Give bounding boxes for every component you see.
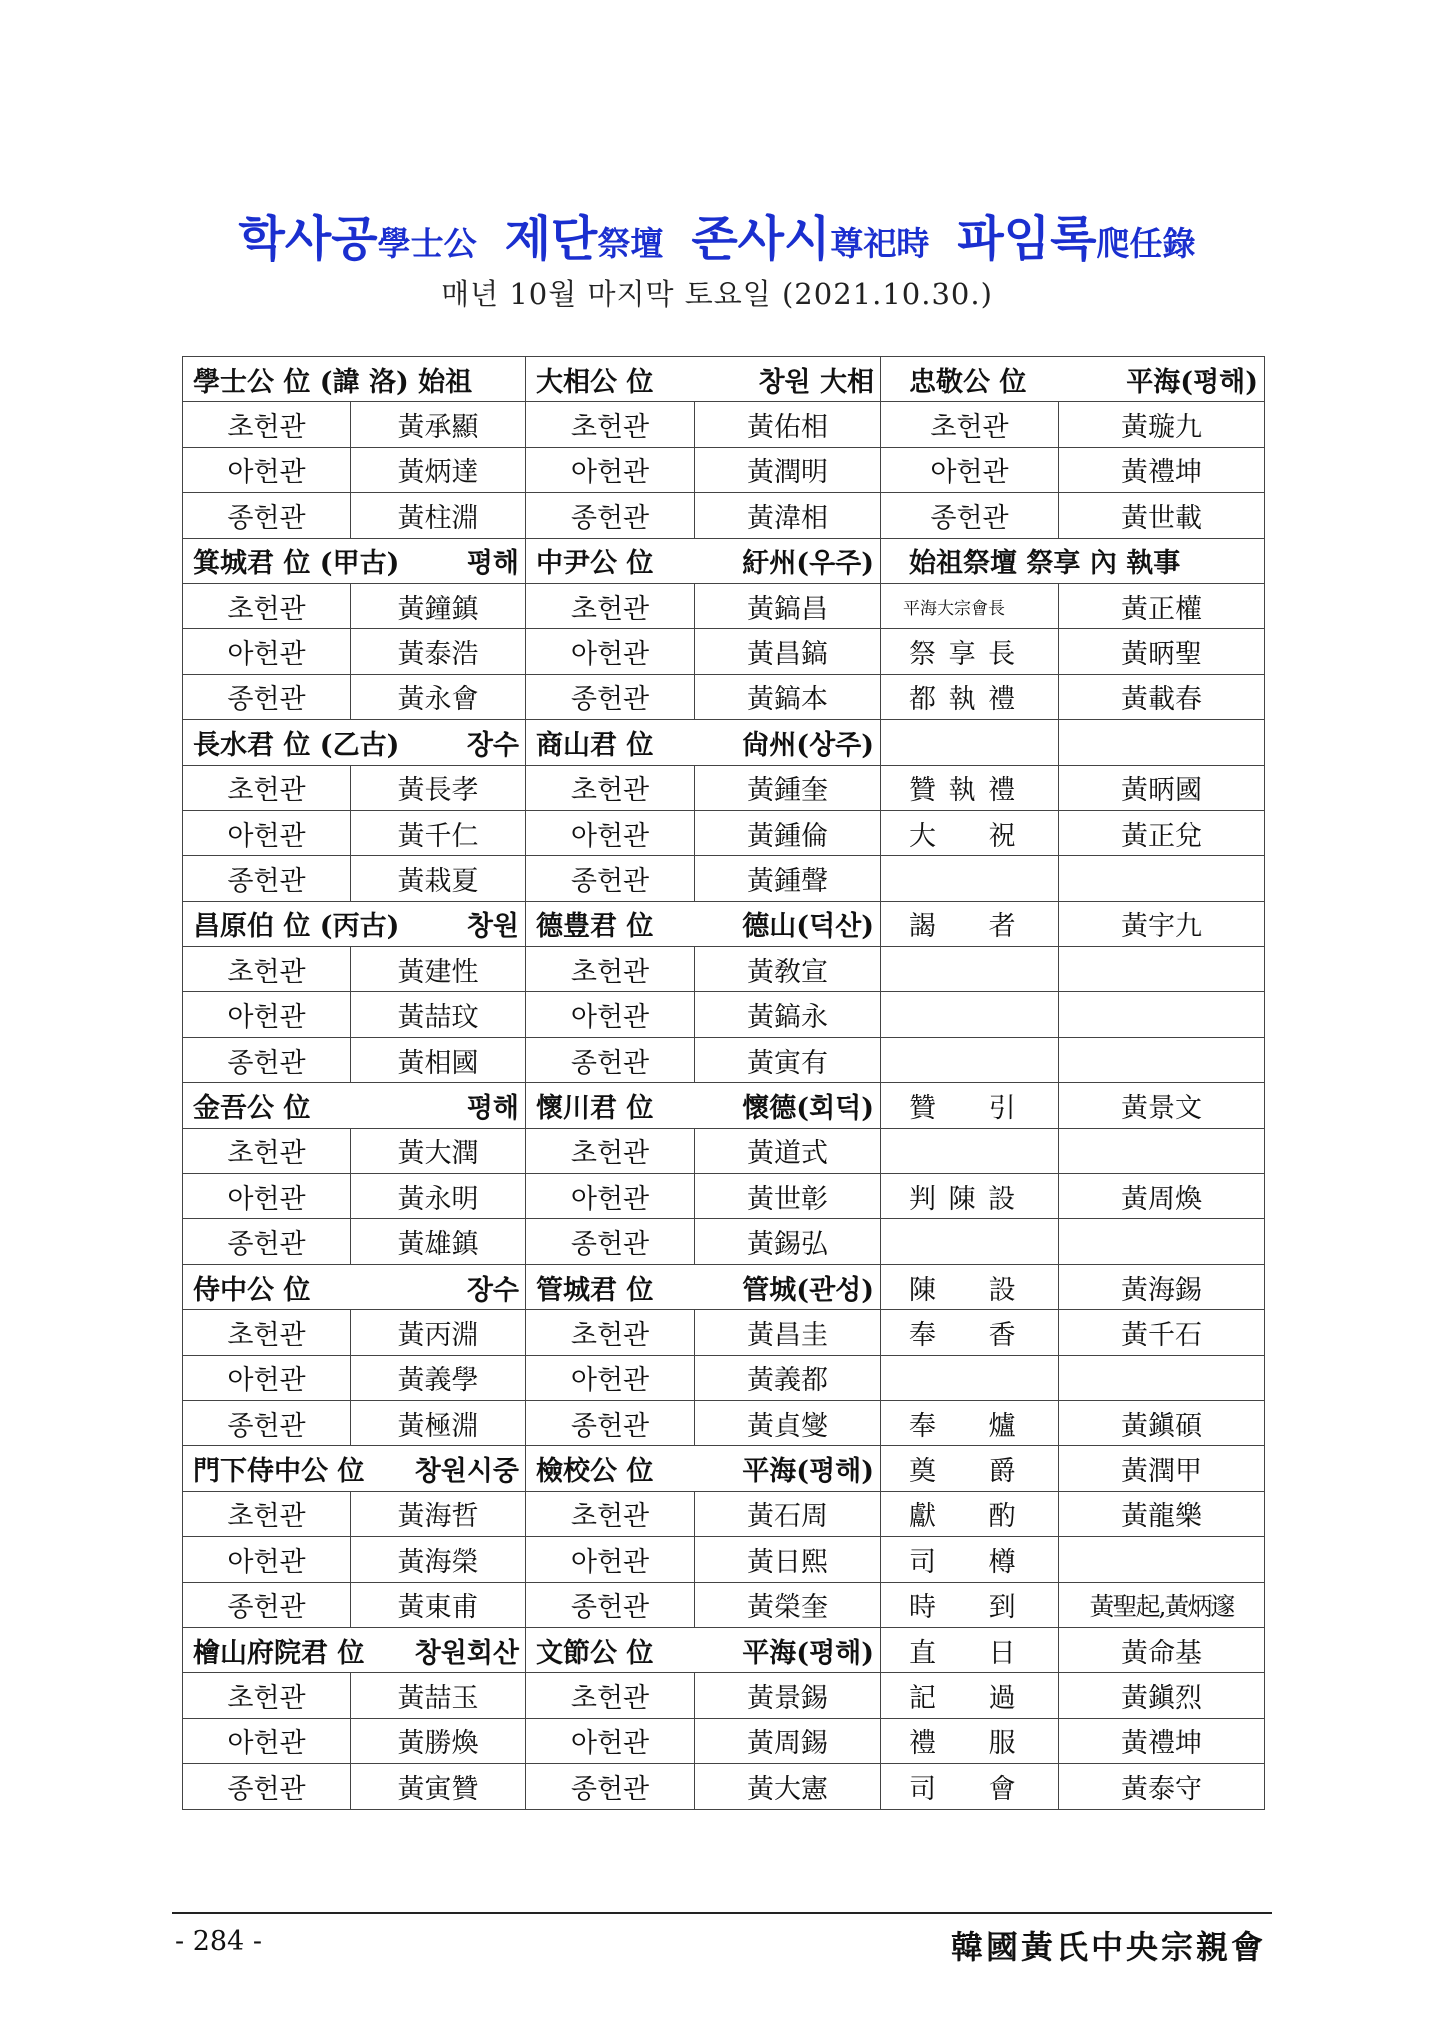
name-cell: 黃潤明 <box>695 447 881 492</box>
role-cell: 종헌관 <box>183 856 351 901</box>
name-cell: 黃永明 <box>351 1174 526 1219</box>
role-cell: 초헌관 <box>526 947 695 992</box>
section-header-row <box>183 1264 1265 1309</box>
table-row <box>183 947 1265 992</box>
empty-cell <box>881 1128 1059 1173</box>
section-header-row <box>183 1083 1265 1128</box>
name-cell: 黃雄鎮 <box>351 1219 526 1264</box>
empty-cell <box>1059 856 1265 901</box>
section-header: 大相公 位 창원 大相 <box>526 357 881 402</box>
name-cell: 黃鍾聲 <box>695 856 881 901</box>
name-cell: 黃鎬本 <box>695 674 881 719</box>
name-cell: 黃石周 <box>695 1491 881 1536</box>
empty-cell <box>1059 1037 1265 1082</box>
role-cell: 초헌관 <box>183 947 351 992</box>
role-cell: 초헌관 <box>183 402 351 447</box>
duty-cell: 記 過 <box>881 1673 1059 1718</box>
section-header: 商山君 位 尙州(상주) <box>526 720 881 765</box>
role-cell: 종헌관 <box>526 1582 695 1627</box>
role-cell: 초헌관 <box>526 1310 695 1355</box>
section-header-row <box>183 1446 1265 1491</box>
name-cell: 黃禮坤 <box>1059 447 1265 492</box>
name-cell: 黃鎬昌 <box>695 583 881 628</box>
duty-cell: 奠 爵 <box>881 1446 1059 1491</box>
name-cell: 黃敎宣 <box>695 947 881 992</box>
name-cell: 黃千仁 <box>351 810 526 855</box>
role-cell: 아헌관 <box>183 1537 351 1582</box>
role-cell: 종헌관 <box>526 674 695 719</box>
duty-cell: 奉 爐 <box>881 1400 1059 1445</box>
section-header: 昌原伯 位 (丙古) 창원 <box>183 901 526 946</box>
name-cell: 黃寅贊 <box>351 1764 526 1809</box>
title-hanja-3: 尊祀時 <box>830 224 930 263</box>
table-row <box>183 1718 1265 1763</box>
table-row <box>183 1764 1265 1809</box>
section-header: 長水君 位 (乙古) 장수 <box>183 720 526 765</box>
empty-cell <box>1059 947 1265 992</box>
table-row <box>183 1037 1265 1082</box>
table-row <box>183 765 1265 810</box>
table-row <box>183 1582 1265 1627</box>
name-cell: 黃栽夏 <box>351 856 526 901</box>
role-cell: 초헌관 <box>526 402 695 447</box>
section-header: 檜山府院君 位 창원회산 <box>183 1627 526 1672</box>
table-row <box>183 629 1265 674</box>
table-row <box>183 1355 1265 1400</box>
role-cell: 초헌관 <box>183 765 351 810</box>
duty-cell: 禮 服 <box>881 1718 1059 1763</box>
publisher-name: 韓國黃氏中央宗親會 <box>950 1928 1266 1966</box>
table-row <box>183 1673 1265 1718</box>
role-cell: 초헌관 <box>183 1128 351 1173</box>
name-cell: 黃海哲 <box>351 1491 526 1536</box>
empty-cell <box>881 720 1059 765</box>
name-cell: 黃鎭碩 <box>1059 1400 1265 1445</box>
table-row <box>183 1491 1265 1536</box>
role-cell: 아헌관 <box>183 629 351 674</box>
empty-cell <box>881 1219 1059 1264</box>
section-header-row <box>183 901 1265 946</box>
table-row <box>183 1310 1265 1355</box>
table-row <box>183 1174 1265 1219</box>
name-cell: 黃柱淵 <box>351 493 526 538</box>
name-cell: 黃長孝 <box>351 765 526 810</box>
empty-cell <box>881 992 1059 1037</box>
roster-table <box>182 356 1265 1810</box>
role-cell: 초헌관 <box>526 1491 695 1536</box>
title-hanja-2: 祭壇 <box>597 224 664 263</box>
role-cell: 초헌관 <box>183 1491 351 1536</box>
name-cell: 黃昌圭 <box>695 1310 881 1355</box>
footer-divider <box>172 1912 1272 1914</box>
empty-cell <box>1059 992 1265 1037</box>
name-cell: 黃鎭烈 <box>1059 1673 1265 1718</box>
role-cell: 종헌관 <box>183 1764 351 1809</box>
name-cell: 黃佑相 <box>695 402 881 447</box>
name-cell: 黃鎬永 <box>695 992 881 1037</box>
name-cell: 黃正權 <box>1059 583 1265 628</box>
name-cell: 黃榮奎 <box>695 1582 881 1627</box>
name-cell: 黃禮坤 <box>1059 1718 1265 1763</box>
name-cell: 黃建性 <box>351 947 526 992</box>
role-cell: 종헌관 <box>526 1400 695 1445</box>
role-cell: 종헌관 <box>183 1219 351 1264</box>
role-cell: 종헌관 <box>526 1764 695 1809</box>
section-header: 學士公 位 (諱 洛) 始祖 <box>183 357 526 402</box>
section-header: 管城君 位 管城(관성) <box>526 1264 881 1309</box>
role-cell: 아헌관 <box>526 629 695 674</box>
empty-cell <box>881 856 1059 901</box>
title-korean-3: 존사시 <box>691 211 831 267</box>
name-cell: 黃湋相 <box>695 493 881 538</box>
duty-cell: 大 祝 <box>881 810 1059 855</box>
name-cell: 黃日熙 <box>695 1537 881 1582</box>
duty-cell: 平海大宗會長 <box>881 583 1059 628</box>
table-row <box>183 583 1265 628</box>
role-cell: 종헌관 <box>526 1219 695 1264</box>
role-cell: 종헌관 <box>183 1582 351 1627</box>
role-cell: 초헌관 <box>526 1128 695 1173</box>
role-cell: 아헌관 <box>526 1174 695 1219</box>
duty-cell: 司 樽 <box>881 1537 1059 1582</box>
duty-cell: 奉 香 <box>881 1310 1059 1355</box>
name-cell: 黃炳達 <box>351 447 526 492</box>
name-cell: 黃昞聖 <box>1059 629 1265 674</box>
name-cell: 黃景文 <box>1059 1083 1265 1128</box>
role-cell: 종헌관 <box>881 493 1059 538</box>
name-cell: 黃寅有 <box>695 1037 881 1082</box>
subtitle: 매년 10월 마지막 토요일 (2021.10.30.) <box>441 277 993 311</box>
role-cell: 아헌관 <box>881 447 1059 492</box>
section-header: 文節公 位 平海(평해) <box>526 1627 881 1672</box>
name-cell: 黃宇九 <box>1059 901 1265 946</box>
role-cell: 아헌관 <box>183 447 351 492</box>
name-cell: 黃錫弘 <box>695 1219 881 1264</box>
duty-cell: 時 到 <box>881 1582 1059 1627</box>
empty-cell <box>881 947 1059 992</box>
title-hanja-4: 爬任錄 <box>1096 224 1196 263</box>
section-header: 忠敬公 位 平海(평해) <box>881 357 1265 402</box>
table-row <box>183 493 1265 538</box>
name-cell: 黃東甫 <box>351 1582 526 1627</box>
role-cell: 초헌관 <box>881 402 1059 447</box>
name-cell: 黃大潤 <box>351 1128 526 1173</box>
table-row <box>183 1219 1265 1264</box>
name-cell: 黃喆玟 <box>351 992 526 1037</box>
name-cell: 黃相國 <box>351 1037 526 1082</box>
role-cell: 종헌관 <box>526 1037 695 1082</box>
table-row <box>183 1128 1265 1173</box>
table-row <box>183 992 1265 1037</box>
title-korean-4: 파임록 <box>957 211 1097 267</box>
table-row <box>183 674 1265 719</box>
section-header: 檢校公 位 平海(평해) <box>526 1446 881 1491</box>
table-row <box>183 402 1265 447</box>
table-row <box>183 1537 1265 1582</box>
role-cell: 아헌관 <box>526 1355 695 1400</box>
duty-cell: 直 日 <box>881 1627 1059 1672</box>
duty-cell: 判 陳 設 <box>881 1174 1059 1219</box>
role-cell: 종헌관 <box>526 856 695 901</box>
role-cell: 초헌관 <box>526 1673 695 1718</box>
name-cell: 黃正兌 <box>1059 810 1265 855</box>
name-cell: 黃丙淵 <box>351 1310 526 1355</box>
name-cell: 黃景錫 <box>695 1673 881 1718</box>
name-cell: 黃勝煥 <box>351 1718 526 1763</box>
duty-cell: 祭 享 長 <box>881 629 1059 674</box>
section-header: 懷川君 位 懷德(회덕) <box>526 1083 881 1128</box>
name-cell: 黃世彰 <box>695 1174 881 1219</box>
section-header: 始祖祭壇 祭享 內 執事 <box>881 538 1265 583</box>
title-korean-2: 제단 <box>504 211 598 267</box>
name-cell: 黃泰浩 <box>351 629 526 674</box>
empty-cell <box>1059 1537 1265 1582</box>
name-cell: 黃承顯 <box>351 402 526 447</box>
role-cell: 아헌관 <box>183 992 351 1037</box>
name-cell: 黃龍樂 <box>1059 1491 1265 1536</box>
table-row <box>183 810 1265 855</box>
role-cell: 아헌관 <box>526 447 695 492</box>
name-cell: 黃喆玉 <box>351 1673 526 1718</box>
empty-cell <box>881 1355 1059 1400</box>
role-cell: 아헌관 <box>526 992 695 1037</box>
page-number: - 284 - <box>175 1926 262 1957</box>
name-cell: 黃聖起,黃炳邃 <box>1059 1582 1265 1627</box>
section-header: 德豊君 位 德山(덕산) <box>526 901 881 946</box>
role-cell: 종헌관 <box>183 1037 351 1082</box>
section-header-row <box>183 720 1265 765</box>
empty-cell <box>1059 1355 1265 1400</box>
name-cell: 黃千石 <box>1059 1310 1265 1355</box>
name-cell: 黃載春 <box>1059 674 1265 719</box>
name-cell: 黃昞國 <box>1059 765 1265 810</box>
section-header-row <box>183 538 1265 583</box>
name-cell: 黃命基 <box>1059 1627 1265 1672</box>
name-cell: 黃周煥 <box>1059 1174 1265 1219</box>
name-cell: 黃泰守 <box>1059 1764 1265 1809</box>
role-cell: 초헌관 <box>526 583 695 628</box>
role-cell: 종헌관 <box>526 493 695 538</box>
role-cell: 아헌관 <box>526 1718 695 1763</box>
table-row <box>183 1400 1265 1445</box>
name-cell: 黃鍾倫 <box>695 810 881 855</box>
name-cell: 黃周錫 <box>695 1718 881 1763</box>
role-cell: 아헌관 <box>183 1355 351 1400</box>
section-header-row <box>183 1627 1265 1672</box>
duty-cell: 獻 酌 <box>881 1491 1059 1536</box>
section-header: 門下侍中公 位 창원시중 <box>183 1446 526 1491</box>
name-cell: 黃義都 <box>695 1355 881 1400</box>
empty-cell <box>1059 1219 1265 1264</box>
role-cell: 초헌관 <box>183 583 351 628</box>
empty-cell <box>1059 1128 1265 1173</box>
role-cell: 아헌관 <box>183 1174 351 1219</box>
name-cell: 黃永會 <box>351 674 526 719</box>
page-title <box>0 200 1434 269</box>
duty-cell: 贊 執 禮 <box>881 765 1059 810</box>
section-header: 金吾公 位 평해 <box>183 1083 526 1128</box>
title-hanja-1: 學士公 <box>377 224 477 263</box>
empty-cell <box>881 1037 1059 1082</box>
section-header: 侍中公 位 장수 <box>183 1264 526 1309</box>
role-cell: 초헌관 <box>526 765 695 810</box>
name-cell: 黃大憲 <box>695 1764 881 1809</box>
name-cell: 黃昌鎬 <box>695 629 881 674</box>
duty-cell: 謁 者 <box>881 901 1059 946</box>
section-header-row <box>183 357 1265 402</box>
duty-cell: 司 會 <box>881 1764 1059 1809</box>
section-header: 箕城君 位 (甲古) 평해 <box>183 538 526 583</box>
role-cell: 아헌관 <box>183 1718 351 1763</box>
name-cell: 黃貞燮 <box>695 1400 881 1445</box>
duty-cell: 陳 設 <box>881 1264 1059 1309</box>
title-korean-1: 학사공 <box>238 211 378 267</box>
role-cell: 아헌관 <box>526 810 695 855</box>
name-cell: 黃極淵 <box>351 1400 526 1445</box>
name-cell: 黃鐘鎮 <box>351 583 526 628</box>
duty-cell: 贊 引 <box>881 1083 1059 1128</box>
role-cell: 아헌관 <box>183 810 351 855</box>
name-cell: 黃世載 <box>1059 493 1265 538</box>
role-cell: 초헌관 <box>183 1310 351 1355</box>
role-cell: 종헌관 <box>183 674 351 719</box>
name-cell: 黃義學 <box>351 1355 526 1400</box>
name-cell: 黃潤甲 <box>1059 1446 1265 1491</box>
name-cell: 黃鍾奎 <box>695 765 881 810</box>
name-cell: 黃道式 <box>695 1128 881 1173</box>
role-cell: 아헌관 <box>526 1537 695 1582</box>
role-cell: 종헌관 <box>183 493 351 538</box>
section-header: 中尹公 位 紆州(우주) <box>526 538 881 583</box>
table-row <box>183 856 1265 901</box>
duty-cell: 都 執 禮 <box>881 674 1059 719</box>
empty-cell <box>1059 720 1265 765</box>
role-cell: 초헌관 <box>183 1673 351 1718</box>
name-cell: 黃海榮 <box>351 1537 526 1582</box>
name-cell: 黃海錫 <box>1059 1264 1265 1309</box>
name-cell: 黃璇九 <box>1059 402 1265 447</box>
role-cell: 종헌관 <box>183 1400 351 1445</box>
table-row <box>183 447 1265 492</box>
